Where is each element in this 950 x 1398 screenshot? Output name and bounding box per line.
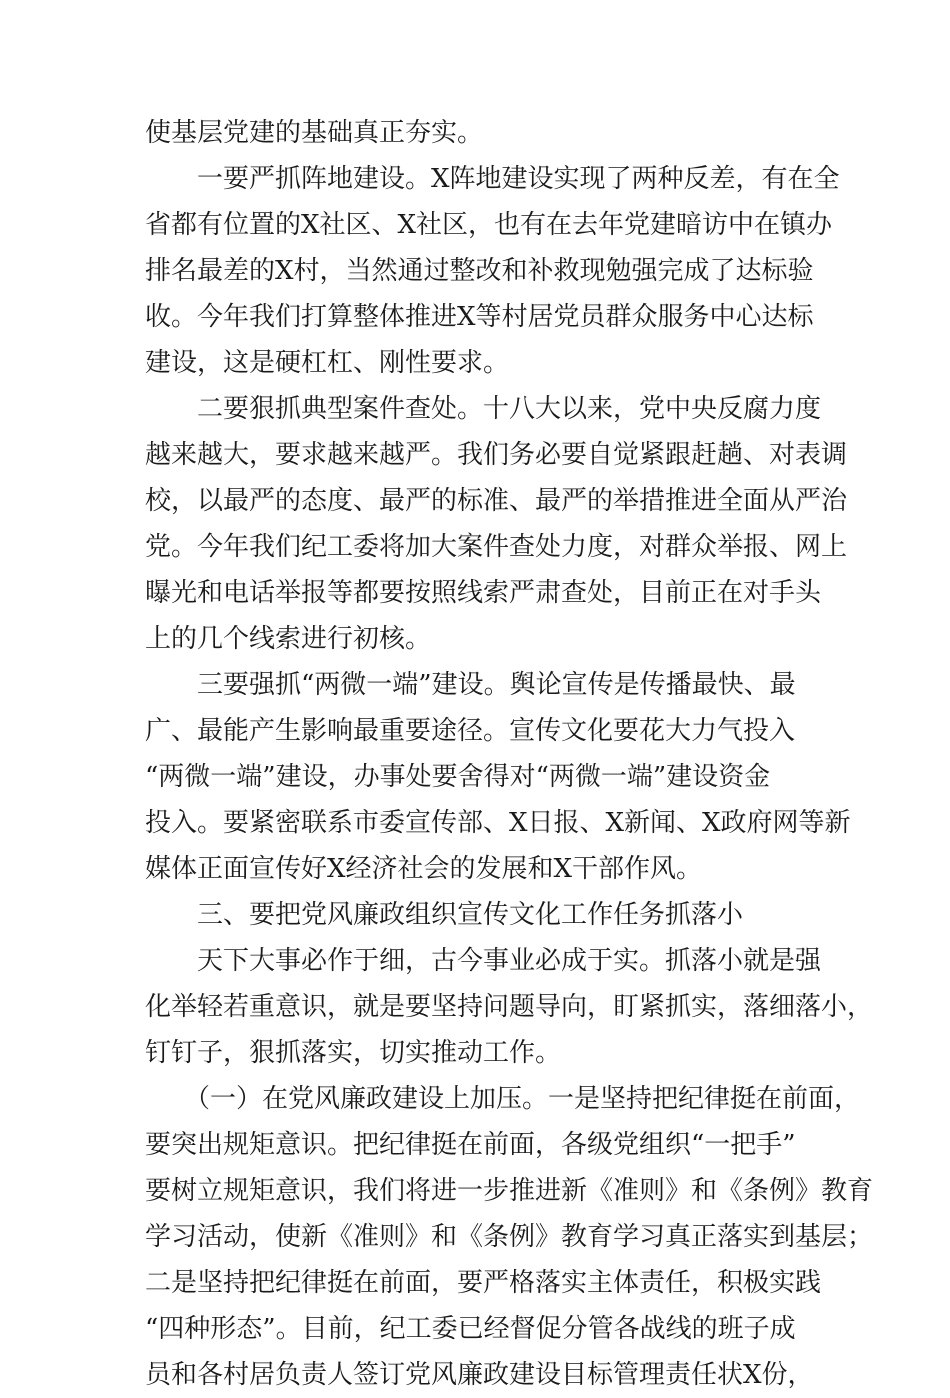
text-line: 校，以最严的态度、最严的标准、最严的举措推进全面从严治 — [145, 486, 848, 516]
text-line: 要树立规矩意识，我们将进一步推进新《准则》和《条例》教育 — [145, 1176, 874, 1206]
text-line: 省都有位置的X社区、X社区，也有在去年党建暗访中在镇办 — [145, 210, 833, 240]
text-line: 投入。要紧密联系市委宣传部、X日报、X新闻、X政府网等新 — [145, 808, 851, 838]
text-line: 建设，这是硬杠杠、刚性要求。 — [145, 348, 510, 378]
text-line: 上的几个线索进行初核。 — [145, 624, 432, 654]
text-line: 要突出规矩意识。把纪律挺在前面，各级党组织“一把手” — [145, 1130, 796, 1160]
text-line: 曝光和电话举报等都要按照线索严肃查处，目前正在对手头 — [145, 578, 822, 608]
text-line: 钉钉子，狠抓落实，切实推动工作。 — [145, 1038, 562, 1068]
text-line: 二是坚持把纪律挺在前面，要严格落实主体责任，积极实践 — [145, 1268, 822, 1298]
text-line: 天下大事必作于细，古今事业必成于实。抓落小就是强 — [145, 946, 822, 976]
text-line: 党。今年我们纪工委将加大案件查处力度，对群众举报、网上 — [145, 532, 848, 562]
text-line: 媒体正面宣传好X经济社会的发展和X干部作风。 — [145, 854, 703, 884]
text-line: 员和各村居负责人签订党风廉政建设目标管理责任状X份， — [145, 1360, 814, 1390]
text-line: 越来越大，要求越来越严。我们务必要自觉紧跟赶趟、对表调 — [145, 440, 848, 470]
text-line: 收。今年我们打算整体推进X等村居党员群众服务中心达标 — [145, 302, 814, 332]
text-line: “四种形态”。目前，纪工委已经督促分管各战线的班子成 — [145, 1314, 796, 1344]
text-line: 二要狠抓典型案件查处。十八大以来，党中央反腐力度 — [145, 394, 822, 424]
text-line: 三要强抓“两微一端”建设。舆论宣传是传播最快、最 — [145, 670, 796, 700]
text-line: （一）在党风廉政建设上加压。一是坚持把纪律挺在前面， — [145, 1084, 861, 1114]
text-line: 化举轻若重意识，就是要坚持问题导向，盯紧抓实，落细落小， — [145, 992, 874, 1022]
document-body — [145, 110, 874, 1398]
text-line: 广、最能产生影响最重要途径。宣传文化要花大力气投入 — [145, 716, 796, 746]
text-line: 排名最差的X村，当然通过整改和补救现勉强完成了达标验 — [145, 256, 814, 286]
text-line: 使基层党建的基础真正夯实。 — [145, 118, 484, 148]
text-line: 学习活动，使新《准则》和《条例》教育学习真正落实到基层； — [145, 1222, 874, 1252]
text-line: 一要严抓阵地建设。X阵地建设实现了两种反差，有在全 — [145, 164, 840, 194]
section-heading: 三、要把党风廉政组织宣传文化工作任务抓落小 — [145, 900, 744, 930]
text-line: “两微一端”建设，办事处要舍得对“两微一端”建设资金 — [145, 762, 771, 792]
